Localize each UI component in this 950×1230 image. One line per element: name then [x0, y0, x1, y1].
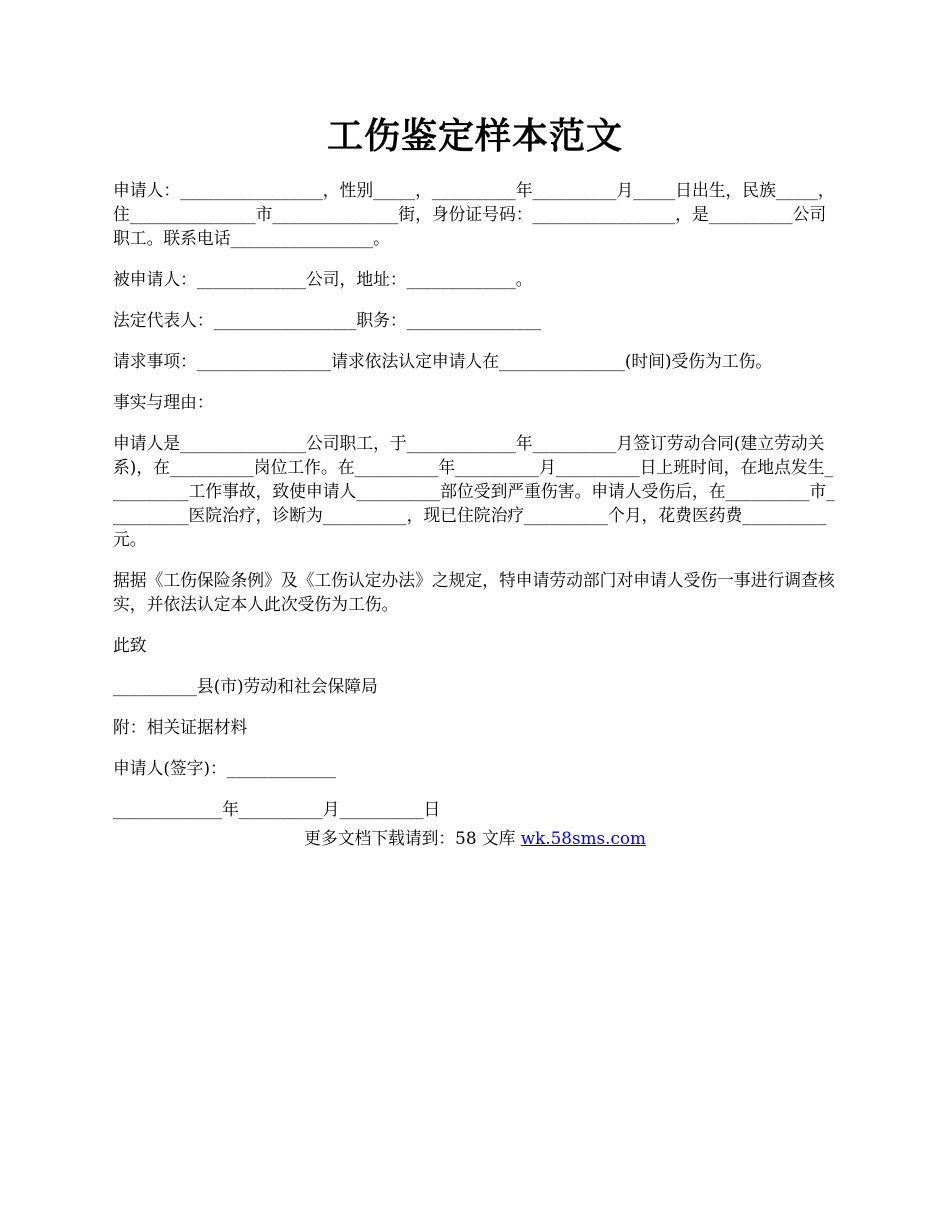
footer [0, 826, 950, 850]
applicant-info-paragraph: 申请人：_________________，性别_____，__________年__________月_____日出生，民族_____，住_______________市_______________街，身份证号码：_________________，是__________公司职工。联系电话_________________。 [113, 180, 835, 248]
footer-text: 更多文档下载请到：58 文库 [304, 828, 521, 848]
facts-heading: 事实与理由： [113, 392, 214, 412]
respondent-paragraph: 被申请人：_____________公司，地址：_____________。 [113, 269, 533, 289]
facts-paragraph: 申请人是_______________公司职工，于_____________年__________月签订劳动合同(建立劳动关系)，在__________岗位工作。在__________年__________月__________日上班时间，在地点发生__________工作事故，致使申请人__________部位受到严重伤害。申请人受伤后，在__________市__________医院治疗，诊断为__________，现已住院治疗__________个月，花费医药费__________元。 [113, 433, 835, 549]
footer-link[interactable]: wk.58sms.com [520, 828, 646, 848]
signature-date: _____________年__________月__________日 [113, 799, 441, 819]
request-paragraph: 请求事项：________________请求依法认定申请人在_______________(时间)受伤为工伤。 [113, 351, 773, 371]
applicant-signature: 申请人(签字)：_____________ [113, 758, 336, 778]
recipient-bureau: __________县(市)劳动和社会保障局 [113, 676, 378, 696]
salutation: 此致 [113, 635, 147, 655]
attachment-note: 附：相关证据材料 [113, 717, 248, 737]
document-title: 工伤鉴定样本范文 [326, 115, 623, 157]
legal-representative-paragraph: 法定代表人：_________________职务：________________ [113, 310, 541, 330]
document-body [113, 178, 840, 838]
legal-basis-paragraph: 据据《工伤保险条例》及《工伤认定办法》之规定，特申请劳动部门对申请人受伤一事进行调查核实，并依法认定本人此次受伤为工伤。 [113, 570, 835, 614]
